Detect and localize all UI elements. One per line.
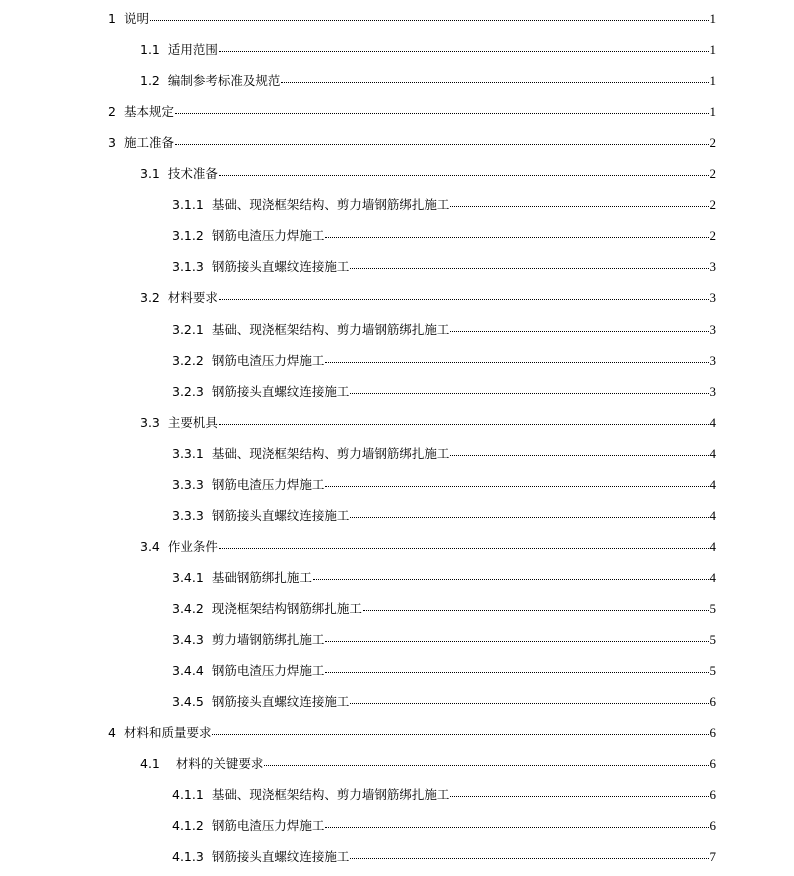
dot-leader (350, 392, 708, 394)
toc-entry-page: 4 (709, 414, 716, 430)
toc-entry[interactable] (172, 562, 716, 593)
toc-entry-title: 钢筋电渣压力焊施工 (211, 663, 325, 679)
toc-entry-page: 4 (709, 476, 716, 492)
toc-entry-page: 1 (709, 73, 716, 89)
toc-entry[interactable] (172, 251, 716, 282)
toc-entry[interactable] (108, 127, 716, 158)
toc-entry[interactable] (108, 717, 716, 748)
toc-entry-title: 技术准备 (167, 166, 218, 182)
dot-leader (219, 547, 709, 549)
toc-entry-title: 基础钢筋绑扎施工 (211, 569, 312, 585)
toc-entry[interactable] (172, 438, 716, 469)
toc-entry[interactable] (172, 655, 716, 686)
dot-leader (281, 81, 708, 83)
toc-entry-title: 施工准备 (123, 135, 174, 151)
toc-entry-page: 4 (709, 569, 716, 585)
toc-entry-title: 编制参考标准及规范 (167, 73, 281, 89)
toc-entry-page: 6 (709, 787, 716, 803)
toc-entry-title: 钢筋电渣压力焊施工 (211, 476, 325, 492)
dot-leader (350, 857, 708, 859)
toc-entry-number: 3.3.3 (172, 507, 204, 523)
dot-leader (325, 361, 708, 363)
dot-leader (325, 236, 708, 238)
dot-leader (264, 764, 708, 766)
toc-entry-number: 2 (108, 104, 116, 120)
toc-entry-title: 材料的关键要求 (175, 756, 264, 772)
toc-entry-number: 3.2.3 (172, 383, 204, 399)
toc-entry[interactable] (140, 748, 716, 779)
toc-entry-title: 材料和质量要求 (123, 725, 212, 741)
dot-leader (313, 578, 709, 580)
dot-leader (219, 423, 709, 425)
toc-entry[interactable] (172, 686, 716, 717)
dot-leader (450, 795, 708, 797)
toc-entry-title: 基础、现浇框架结构、剪力墙钢筋绑扎施工 (211, 787, 450, 803)
dot-leader (350, 516, 708, 518)
toc-entry-number: 3.4.1 (172, 569, 204, 585)
dot-leader (450, 205, 708, 207)
toc-entry-page: 3 (709, 321, 716, 337)
toc-entry-number: 3.1.1 (172, 197, 204, 213)
toc-entry[interactable] (172, 220, 716, 251)
toc-entry-title: 基础、现浇框架结构、剪力墙钢筋绑扎施工 (211, 321, 450, 337)
toc-entry-page: 4 (709, 538, 716, 554)
toc-entry-number: 4.1 (140, 756, 160, 772)
toc-entry-title: 钢筋电渣压力焊施工 (211, 228, 325, 244)
toc-entry-number: 3.4 (140, 538, 160, 554)
toc-entry-page: 2 (709, 135, 716, 151)
toc-entry[interactable] (140, 282, 716, 313)
toc-entry[interactable] (172, 779, 716, 810)
toc-entry-page: 4 (709, 445, 716, 461)
toc-entry[interactable] (172, 345, 716, 376)
dot-leader (325, 826, 708, 828)
toc-entry-title: 作业条件 (167, 538, 218, 554)
toc-entry-number: 3.1 (140, 166, 160, 182)
toc-entry-page: 5 (709, 632, 716, 647)
toc-entry[interactable] (172, 841, 716, 872)
toc-entry[interactable] (140, 34, 716, 65)
toc-entry-page: 1 (709, 42, 716, 58)
toc-entry-number: 3.1.3 (172, 259, 204, 275)
toc-entry-number: 3.1.2 (172, 228, 204, 244)
toc-entry[interactable] (172, 189, 716, 220)
dot-leader (325, 671, 708, 673)
toc-entry-title: 钢筋接头直螺纹连接施工 (211, 383, 350, 399)
toc-entry-title: 材料要求 (167, 290, 218, 306)
toc-entry[interactable] (108, 3, 716, 34)
dot-leader (450, 454, 708, 456)
toc-entry-page: 1 (709, 104, 716, 120)
toc-entry[interactable] (172, 810, 716, 841)
toc-entry-page: 6 (709, 756, 716, 772)
toc-entry-page: 3 (709, 290, 716, 306)
toc-entry[interactable] (172, 314, 716, 345)
toc-entry[interactable] (172, 376, 716, 407)
toc-entry-number: 3.3 (140, 414, 160, 430)
toc-entry[interactable] (172, 469, 716, 500)
toc-entry[interactable] (140, 65, 716, 96)
toc-entry-number: 1.1 (140, 42, 160, 58)
toc-entry-title: 主要机具 (167, 414, 218, 430)
toc-entry-page: 5 (709, 600, 716, 616)
toc-entry-title: 剪力墙钢筋绑扎施工 (211, 632, 325, 647)
toc-entry-page: 2 (709, 197, 716, 213)
toc-entry-title: 基本规定 (123, 104, 174, 120)
toc-entry-page: 7 (709, 849, 716, 865)
toc-entry[interactable] (108, 96, 716, 127)
toc-entry-page: 5 (709, 663, 716, 679)
toc-entry-number: 4.1.1 (172, 787, 204, 803)
toc-entry-number: 3.4.5 (172, 694, 204, 710)
toc-entry-number: 3.3.1 (172, 445, 204, 461)
dot-leader (219, 50, 709, 52)
toc-entry-page: 2 (709, 228, 716, 244)
dot-leader (325, 485, 708, 487)
dot-leader (212, 733, 708, 735)
dot-leader (363, 609, 709, 611)
toc-entry-number: 4.1.2 (172, 818, 204, 834)
toc-entry-page: 3 (709, 259, 716, 275)
toc-entry-number: 3 (108, 135, 116, 151)
toc-entry[interactable] (140, 158, 716, 189)
dot-leader (219, 298, 709, 300)
toc-entry-page: 3 (709, 352, 716, 368)
toc-entry-page: 6 (709, 694, 716, 710)
toc-entry-number: 1.2 (140, 73, 160, 89)
toc-entry[interactable] (172, 500, 716, 531)
dot-leader (175, 112, 709, 114)
toc-entry-title: 钢筋接头直螺纹连接施工 (211, 259, 350, 275)
toc-entry-number: 4.1.3 (172, 849, 204, 865)
toc-entry-title: 钢筋电渣压力焊施工 (211, 352, 325, 368)
toc-entry-number: 3.2 (140, 290, 160, 306)
toc-entry-number: 1 (108, 11, 116, 26)
toc-entry-title: 现浇框架结构钢筋绑扎施工 (211, 600, 362, 616)
toc-entry[interactable] (140, 531, 716, 562)
toc-entry-title: 说明 (123, 11, 149, 26)
toc-entry-number: 3.2.1 (172, 321, 204, 337)
toc-entry-page: 4 (709, 507, 716, 523)
dot-leader (175, 143, 709, 145)
toc-entry-number: 3.4.3 (172, 632, 204, 647)
toc-entry-page: 1 (709, 11, 716, 26)
toc-entry-number: 3.4.2 (172, 600, 204, 616)
dot-leader (350, 267, 708, 269)
toc-entry-page: 6 (709, 725, 716, 741)
toc-entry-number: 4 (108, 725, 116, 741)
toc-entry[interactable] (140, 407, 716, 438)
toc-entry-number: 3.4.4 (172, 663, 204, 679)
dot-leader (350, 702, 708, 704)
toc-entry[interactable] (172, 624, 716, 655)
dot-leader (219, 174, 709, 176)
toc-entry-title: 基础、现浇框架结构、剪力墙钢筋绑扎施工 (211, 197, 450, 213)
dot-leader (325, 640, 708, 642)
toc-entry[interactable] (172, 593, 716, 624)
toc-entry-page: 3 (709, 383, 716, 399)
toc-entry-title: 基础、现浇框架结构、剪力墙钢筋绑扎施工 (211, 445, 450, 461)
toc-entry-title: 钢筋电渣压力焊施工 (211, 818, 325, 834)
toc-entry-title: 钢筋接头直螺纹连接施工 (211, 849, 350, 865)
toc-entry-title: 钢筋接头直螺纹连接施工 (211, 507, 350, 523)
toc-entry-page: 2 (709, 166, 716, 182)
toc-entry-number: 3.2.2 (172, 352, 204, 368)
toc-entry-number: 3.3.3 (172, 476, 204, 492)
toc-entry-title: 适用范围 (167, 42, 218, 58)
toc-entry-title: 钢筋接头直螺纹连接施工 (211, 694, 350, 710)
dot-leader (150, 19, 709, 21)
dot-leader (450, 330, 708, 332)
toc-entry-page: 6 (709, 818, 716, 834)
